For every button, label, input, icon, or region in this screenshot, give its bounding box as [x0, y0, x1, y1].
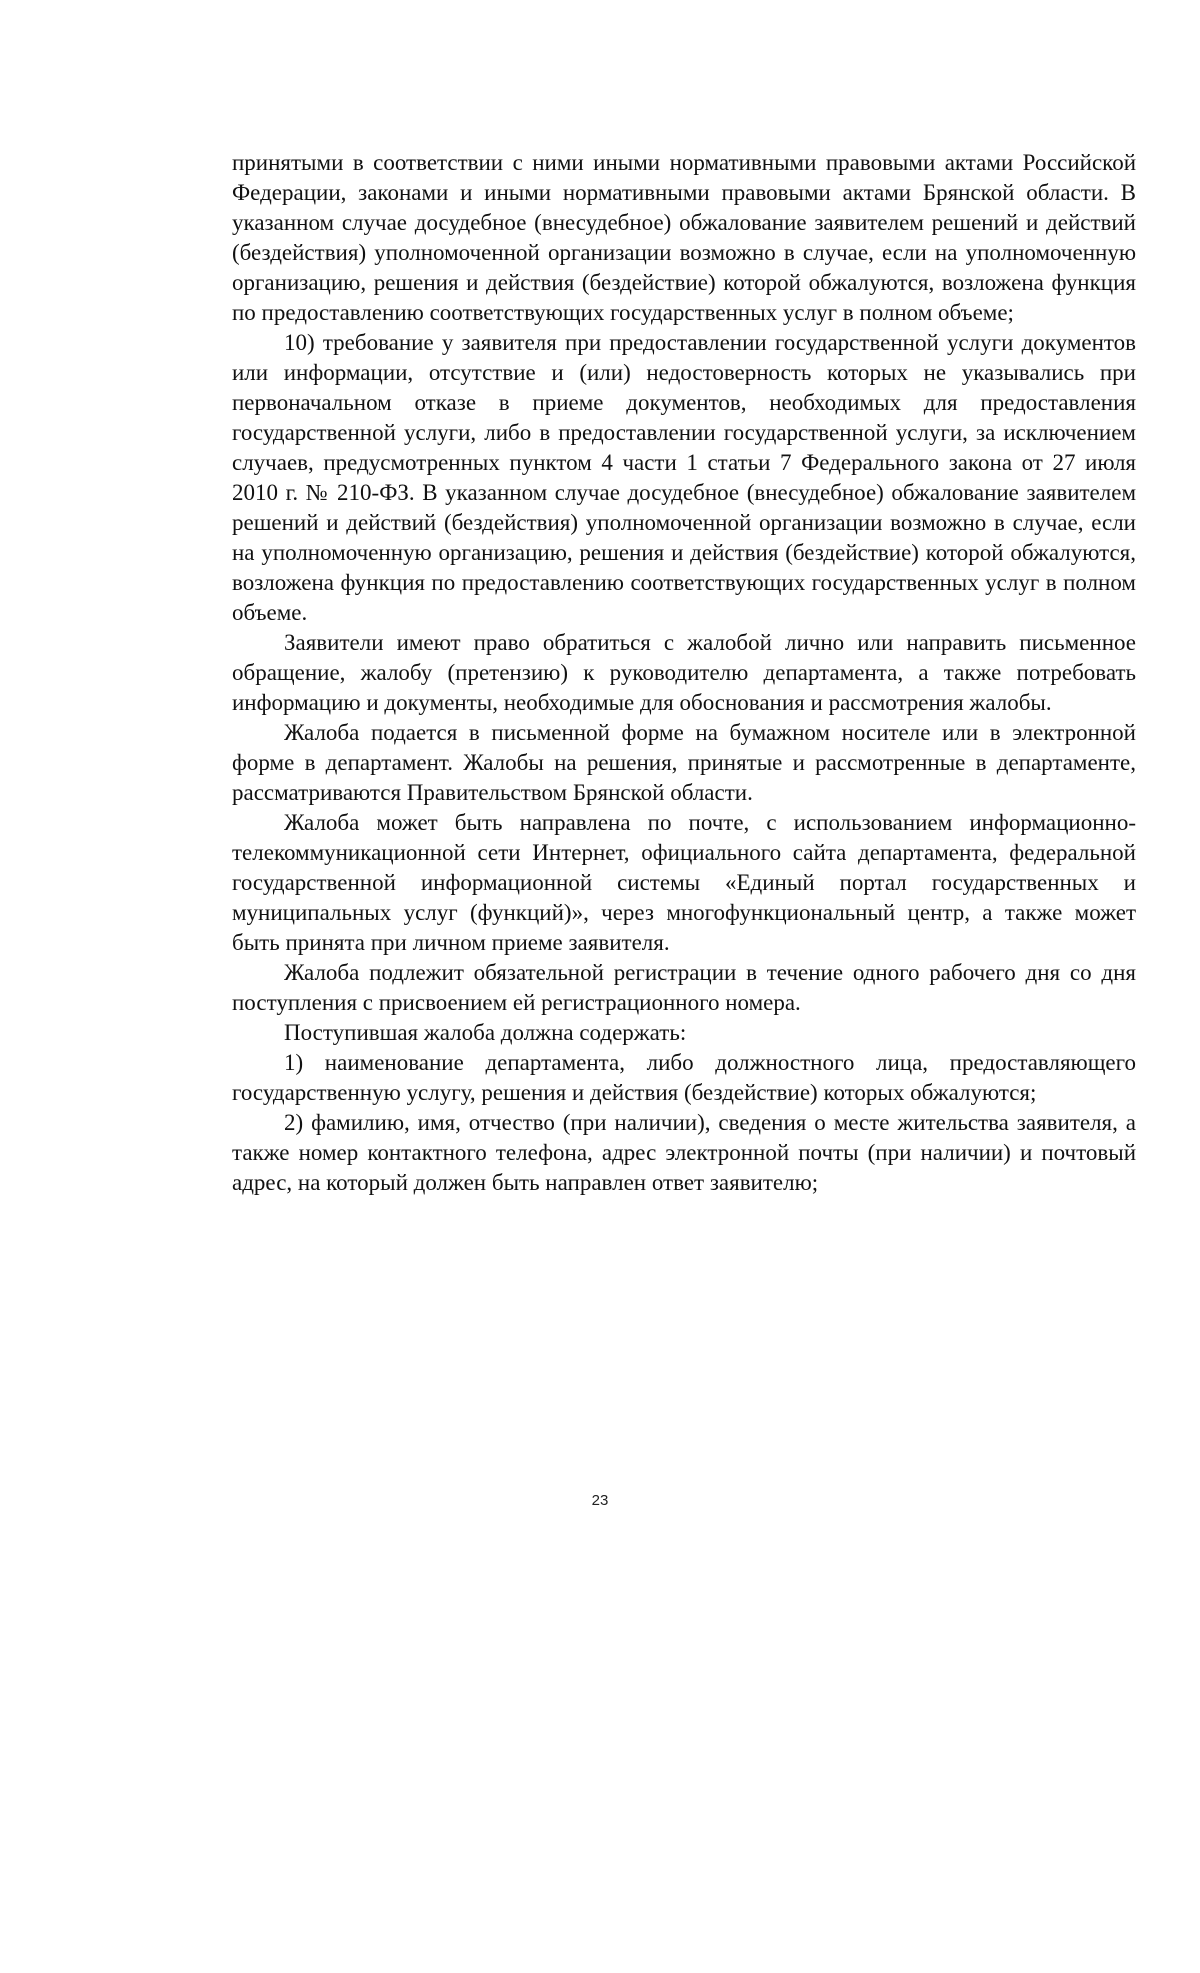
paragraph: 10) требование у заявителя при предоставлении государственной услуги документов или информации, отсутствие и (или) недостоверность которых не указывались при первоначальном отказе в приеме документов, необходимых для предоставления государственной услуги, либо в предоставлении государственной услуги, за исключением случаев, предусмотренных пунктом 4 части 1 статьи 7 Федерального закона от 27 июля 2010 г. № 210-ФЗ. В указанном случае досудебное (внесудебное) обжалование заявителем решений и действий (бездействия) уполномоченной организации возможно в случае, если на уполномоченную организацию, решения и действия (бездействие) которой обжалуются, возложена функция по предоставлению соответствующих государственных услуг в полном объеме. — [232, 330, 1136, 625]
paragraph: Жалоба подается в письменной форме на бумажном носителе или в электронной форме в департамент. Жалобы на решения, принятые и рассмотренные в департаменте, рассматриваются Правительством Брянской области. — [232, 720, 1136, 805]
paragraph: принятыми в соответствии с ними иными нормативными правовыми актами Российской Федерации, законами и иными нормативными правовыми актами Брянской области. В указанном случае досудебное (внесудебное) обжалование заявителем решений и действий (бездействия) уполномоченной организации возможно в случае, если на уполномоченную организацию, решения и действия (бездействие) которой обжалуются, возложена функция по предоставлению соответствующих государственных услуг в полном объеме; — [232, 150, 1136, 325]
paragraph: Жалоба подлежит обязательной регистрации в течение одного рабочего дня со дня поступления с присвоением ей регистрационного номера. — [232, 960, 1136, 1015]
document-body — [232, 148, 1136, 1198]
paragraph: Жалоба может быть направлена по почте, с использованием информационно-телекоммуникационной сети Интернет, официального сайта департамента, федеральной государственной информационной системы «Единый портал государственных и муниципальных услуг (функций)», через многофункциональный центр, а также может быть принята при личном приеме заявителя. — [232, 810, 1136, 955]
paragraph: Поступившая жалоба должна содержать: — [284, 1020, 687, 1045]
paragraph: 1) наименование департамента, либо должностного лица, предоставляющего государственную услугу, решения и действия (бездействие) которых обжалуются; — [232, 1050, 1136, 1105]
paragraph: 2) фамилию, имя, отчество (при наличии), сведения о месте жительства заявителя, а также номер контактного телефона, адрес электронной почты (при наличии) и почтовый адрес, на который должен быть направлен ответ заявителю; — [232, 1110, 1136, 1195]
paragraph: Заявители имеют право обратиться с жалобой лично или направить письменное обращение, жалобу (претензию) к руководителю департамента, а также потребовать информацию и документы, необходимые для обоснования и рассмотрения жалобы. — [232, 630, 1136, 715]
page-number: 23 — [591, 1492, 609, 1509]
